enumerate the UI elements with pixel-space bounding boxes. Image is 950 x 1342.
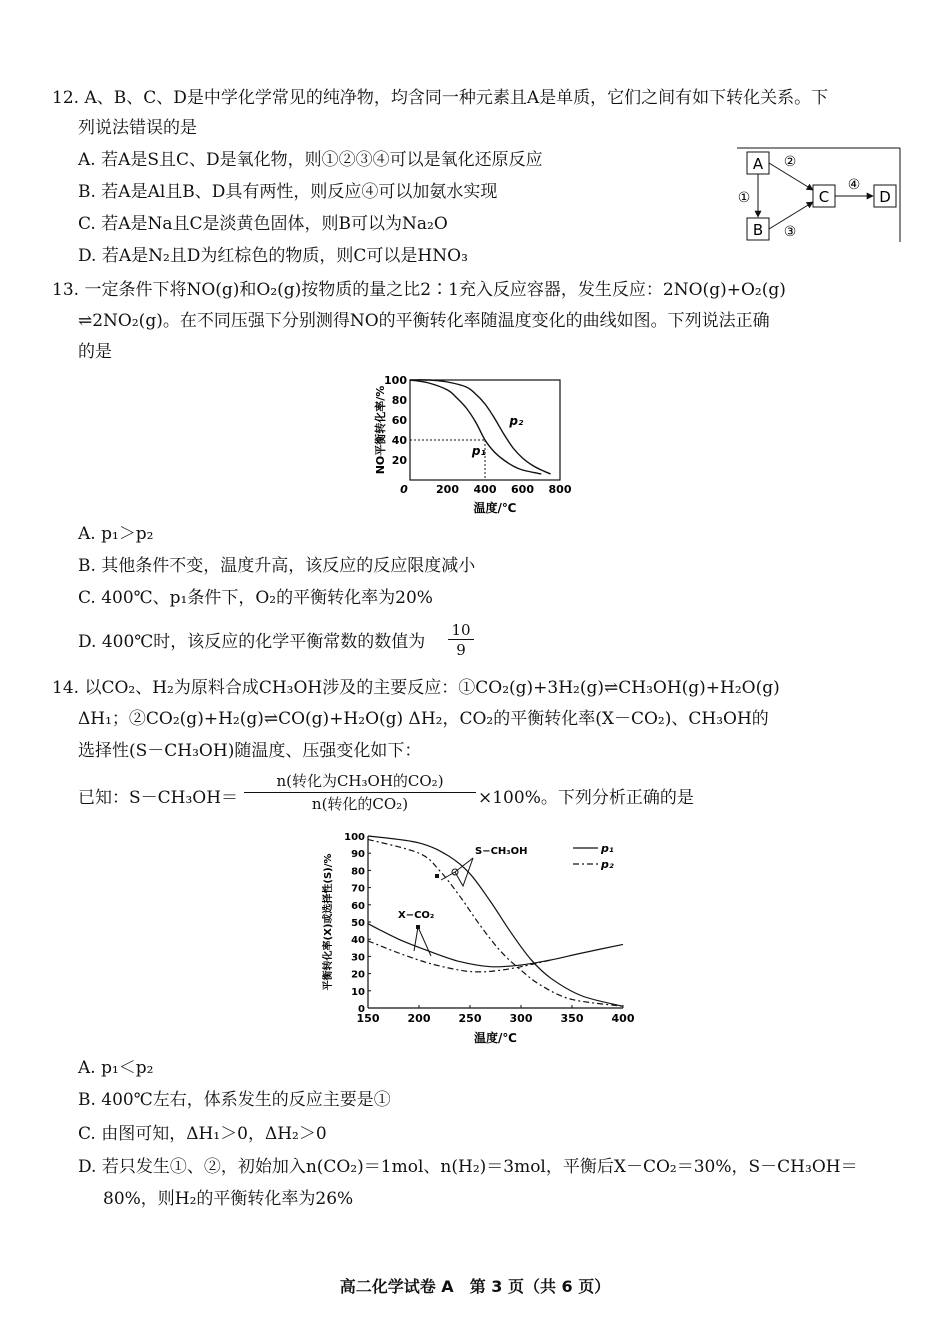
label-s-ch3oh: S−CH₃OH: [475, 846, 528, 857]
y-tick-label: 10: [351, 986, 365, 998]
y-axis-label: 平衡转化率(X)或选择性(S)/%: [323, 853, 334, 991]
y-tick-label: 20: [391, 454, 407, 467]
q13-option-b: B. 其他条件不变，温度升高，该反应的反应限度减小: [78, 556, 476, 576]
legend-label-p2: p₂: [601, 858, 614, 871]
x-tick-label: 300: [509, 1012, 533, 1025]
q14-stem-line2: ΔH₁；②CO₂(g)+H₂(g)⇌CO(g)+H₂O(g) ΔH₂，CO₂的平衡转化率(X－CO₂)、CH₃OH的: [78, 709, 769, 729]
label-x-co2: X−CO₂: [398, 910, 435, 921]
q14-option-c: C. 由图可知，ΔH₁＞0，ΔH₂＞0: [78, 1124, 327, 1144]
series-label-p1: p₁: [471, 444, 486, 458]
known-numerator: n(转化为CH₃OH的CO₂): [276, 772, 444, 790]
q12-option-b: B. 若A是Al且B、D具有两性，则反应④可以加氨水实现: [78, 182, 498, 202]
q13-option-c: C. 400℃、p₁条件下，O₂的平衡转化率为20%: [78, 588, 433, 608]
x-tick-label: 250: [458, 1012, 482, 1025]
pointer-s-marker: [435, 874, 439, 878]
node-c-label: C: [818, 188, 830, 206]
y-tick-label: 0: [358, 1004, 365, 1015]
x-tick-label: 150: [356, 1012, 380, 1025]
q14-option-a: A. p₁＜p₂: [78, 1058, 154, 1078]
x-axis-label: 温度/℃: [474, 1031, 517, 1045]
series-s-p2: [368, 839, 623, 1006]
q13-fraction: [448, 621, 474, 660]
q13-option-a: A. p₁＞p₂: [78, 524, 154, 544]
fraction-denominator: 9: [448, 639, 474, 660]
x-tick-label: 200: [436, 483, 459, 496]
x-axis-label: 温度/℃: [473, 501, 517, 515]
q12-option-d: D. 若A是N₂且D为红棕色的物质，则C可以是HNO₃: [78, 246, 468, 266]
label-reaction-4: ④: [847, 177, 861, 193]
q12-option-a: A. 若A是S且C、D是氧化物，则①②③④可以是氧化还原反应: [78, 150, 543, 170]
series-label-p2: p₂: [509, 414, 524, 428]
y-tick-label: 90: [351, 849, 365, 861]
known-denominator: n(转化的CO₂): [244, 792, 476, 815]
q13-option-d: D. 400℃时，该反应的化学平衡常数的数值为: [78, 632, 426, 652]
y-axis-label: NO平衡转化率/%: [374, 385, 387, 475]
q14-known-fraction: [244, 770, 476, 815]
q12-stem-line1: 12. A、B、C、D是中学化学常见的纯净物，均含同一种元素且A是单质，它们之间有如下转化关系。下: [52, 88, 829, 108]
y-tick-label: 40: [351, 935, 365, 947]
q14-chart: [318, 828, 638, 1050]
series-s-p1: [368, 836, 623, 1006]
q14-option-d-cont: 80%，则H₂的平衡转化率为26%: [103, 1189, 354, 1209]
y-tick-label: 20: [351, 969, 365, 981]
q13-stem-line2: ⇌2NO₂(g)。在不同压强下分别测得NO的平衡转化率随温度变化的曲线如图。下列说法正确: [78, 311, 770, 331]
x-tick-label: 200: [407, 1012, 431, 1025]
legend-label-p1: p₁: [601, 842, 614, 855]
fraction-numerator: 10: [451, 621, 471, 639]
x-tick-label: 350: [560, 1012, 584, 1025]
x-tick-label: 0: [400, 483, 408, 496]
node-d-label: D: [879, 188, 891, 206]
page-footer: 高二化学试卷 A 第 3 页（共 6 页）: [339, 1277, 611, 1296]
y-tick-label: 100: [384, 374, 407, 387]
y-tick-label: 60: [391, 414, 407, 427]
node-b-label: B: [752, 221, 764, 239]
x-tick-label: 600: [511, 483, 534, 496]
series-line-p2: [410, 380, 551, 474]
node-a-label: A: [752, 155, 764, 173]
y-tick-label: 40: [391, 434, 407, 447]
label-reaction-1: ①: [737, 190, 751, 206]
label-reaction-2: ②: [783, 154, 797, 170]
q13-stem-line3: 的是: [78, 342, 112, 362]
x-tick-label: 800: [548, 483, 572, 496]
q13-stem-line1: 13. 一定条件下将NO(g)和O₂(g)按物质的量之比2∶1充入反应容器，发生反应：2NO(g)+O₂(g): [52, 280, 786, 300]
q14-option-b: B. 400℃左右，体系发生的反应主要是①: [78, 1090, 391, 1110]
q12-option-c: C. 若A是Na且C是淡黄色固体，则B可以为Na₂O: [78, 214, 448, 234]
series-x-p2: [368, 941, 552, 972]
y-tick-label: 30: [351, 952, 365, 964]
y-tick-label: 60: [351, 900, 365, 912]
pointer-x-marker: [416, 925, 420, 929]
y-tick-label: 70: [351, 883, 365, 895]
q12-stem-line2: 列说法错误的是: [78, 118, 197, 138]
x-tick-label: 400: [611, 1012, 635, 1025]
x-tick-label: 400: [473, 483, 497, 496]
y-tick-label: 100: [344, 832, 365, 843]
q12-conversion-diagram: [735, 146, 903, 246]
q14-stem-line1: 14. 以CO₂、H₂为原料合成CH₃OH涉及的主要反应：①CO₂(g)+3H₂(g)⇌CH₃OH(g)+H₂O(g): [52, 678, 780, 698]
q14-known-prefix: 已知：S－CH₃OH＝: [78, 788, 239, 808]
y-tick-label: 80: [351, 866, 365, 878]
q14-stem-line3: 选择性(S－CH₃OH)随温度、压强变化如下：: [78, 741, 422, 761]
q13-chart: [370, 370, 580, 520]
pointer-x-line: [414, 927, 431, 956]
q14-option-d: D. 若只发生①、②，初始加入n(CO₂)＝1mol、n(H₂)＝3mol，平衡后X－CO₂＝30%，S－CH₃OH＝: [78, 1157, 858, 1177]
y-tick-label: 80: [391, 394, 407, 407]
q14-known-suffix: ×100%。下列分析正确的是: [478, 788, 694, 808]
y-tick-label: 50: [351, 918, 365, 929]
label-reaction-3: ③: [783, 224, 797, 240]
